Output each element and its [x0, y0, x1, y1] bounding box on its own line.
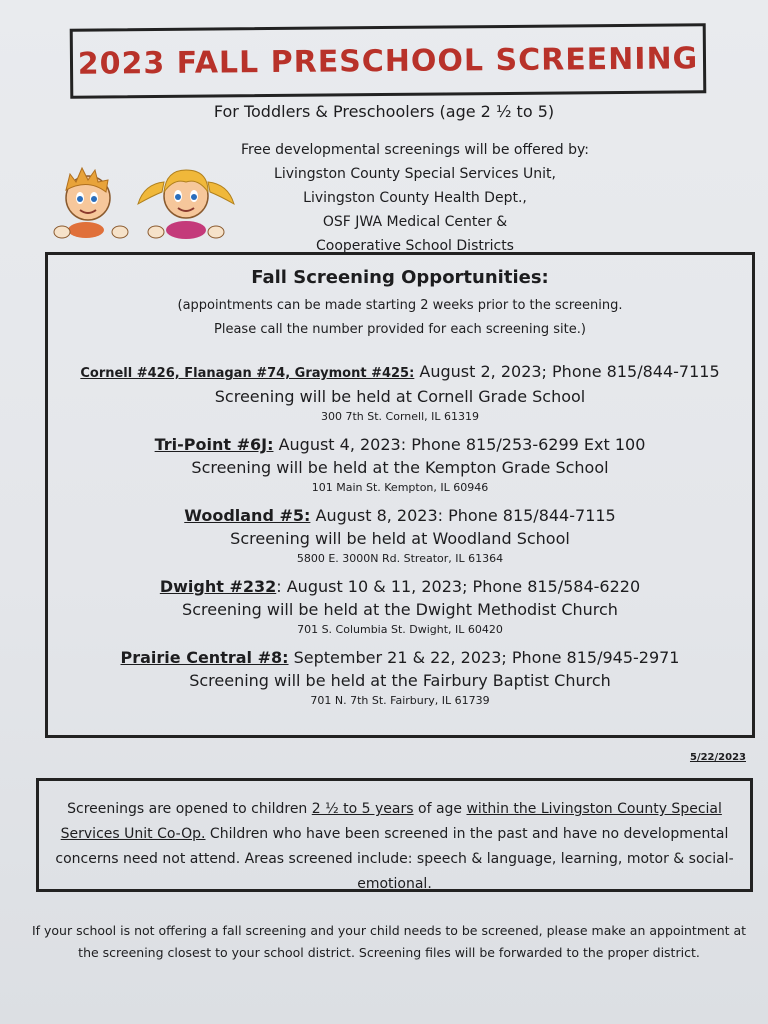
date-stamp: 5/22/2023 [689, 752, 746, 763]
info-text: of age [413, 801, 467, 817]
coop-name: within the Livingston County Special Services Unit Co-Op. [60, 801, 722, 842]
site-details: August 4, 2023: Phone 815/253-6299 Ext 100 [273, 435, 646, 454]
page-title: 2023 FALL PRESCHOOL SCREENING [77, 40, 699, 82]
footer-note: If your school is not offering a fall screening and your child needs to be screened, please make an appointment at the screening closest to your school district. Screening files will be forwarded to the proper district. [31, 923, 747, 960]
site-name: Woodland #5: [184, 506, 311, 525]
site-location: Screening will be held at the Kempton Grade School [191, 458, 609, 477]
site-name: Tri-Point #6J: [154, 435, 274, 454]
title-box [70, 23, 707, 99]
site-address: 101 Main St. Kempton, IL 60946 [311, 481, 489, 494]
site-details: August 8, 2023: Phone 815/844-7115 [310, 506, 616, 525]
site-dwight [48, 575, 752, 638]
intro-line: Livingston County Health Dept., [303, 190, 527, 206]
site-cornell [48, 360, 752, 425]
boy-figure [54, 168, 128, 238]
intro-line: Livingston County Special Services Unit, [274, 166, 556, 182]
site-address: 701 S. Columbia St. Dwight, IL 60420 [297, 623, 503, 636]
site-address: 300 7th St. Cornell, IL 61319 [320, 410, 479, 423]
info-text: Children who have been screened in the past and have no developmental concerns need not attend. Areas screened include: speech & language, learning, motor & social-emotional. [55, 826, 734, 892]
eligibility-info-box [36, 778, 753, 892]
intro-line: Free developmental screenings will be offered by: [241, 142, 589, 158]
site-name: Dwight #232 [159, 577, 277, 596]
site-details: August 2, 2023; Phone 815/844-7115 [414, 362, 720, 381]
site-address: 701 N. 7th St. Fairbury, IL 61739 [310, 694, 490, 707]
note-line: Please call the number provided for each screening site.) [214, 322, 586, 337]
site-name: Cornell #426, Flanagan #74, Graymont #425: [80, 366, 415, 381]
site-location: Screening will be held at the Fairbury Baptist Church [189, 671, 611, 690]
site-details: : August 10 & 11, 2023; Phone 815/584-6220 [276, 577, 641, 596]
screening-opportunities-box [45, 252, 755, 738]
opportunities-heading: Fall Screening Opportunities: [251, 267, 549, 288]
site-location: Screening will be held at Cornell Grade School [214, 387, 586, 406]
site-prairie-central [48, 646, 752, 709]
age-range: 2 ½ to 5 years [311, 801, 414, 817]
site-address: 5800 E. 3000N Rd. Streator, IL 61364 [296, 552, 504, 565]
intro-line: OSF JWA Medical Center & [322, 214, 508, 230]
info-text: Screenings are opened to children [67, 801, 312, 817]
site-location: Screening will be held at the Dwight Methodist Church [182, 600, 618, 619]
site-details: September 21 & 22, 2023; Phone 815/945-2971 [288, 648, 680, 667]
site-name: Prairie Central #8: [120, 648, 289, 667]
intro-line: Cooperative School Districts [316, 238, 514, 254]
subtitle: For Toddlers & Preschoolers (age 2 ½ to 5) [213, 102, 555, 121]
site-woodland [48, 504, 752, 567]
appointment-note [48, 294, 752, 342]
site-tri-point [48, 433, 752, 496]
site-location: Screening will be held at Woodland School [230, 529, 570, 548]
intro [180, 138, 650, 258]
note-line: (appointments can be made starting 2 weeks prior to the screening. [177, 298, 623, 313]
